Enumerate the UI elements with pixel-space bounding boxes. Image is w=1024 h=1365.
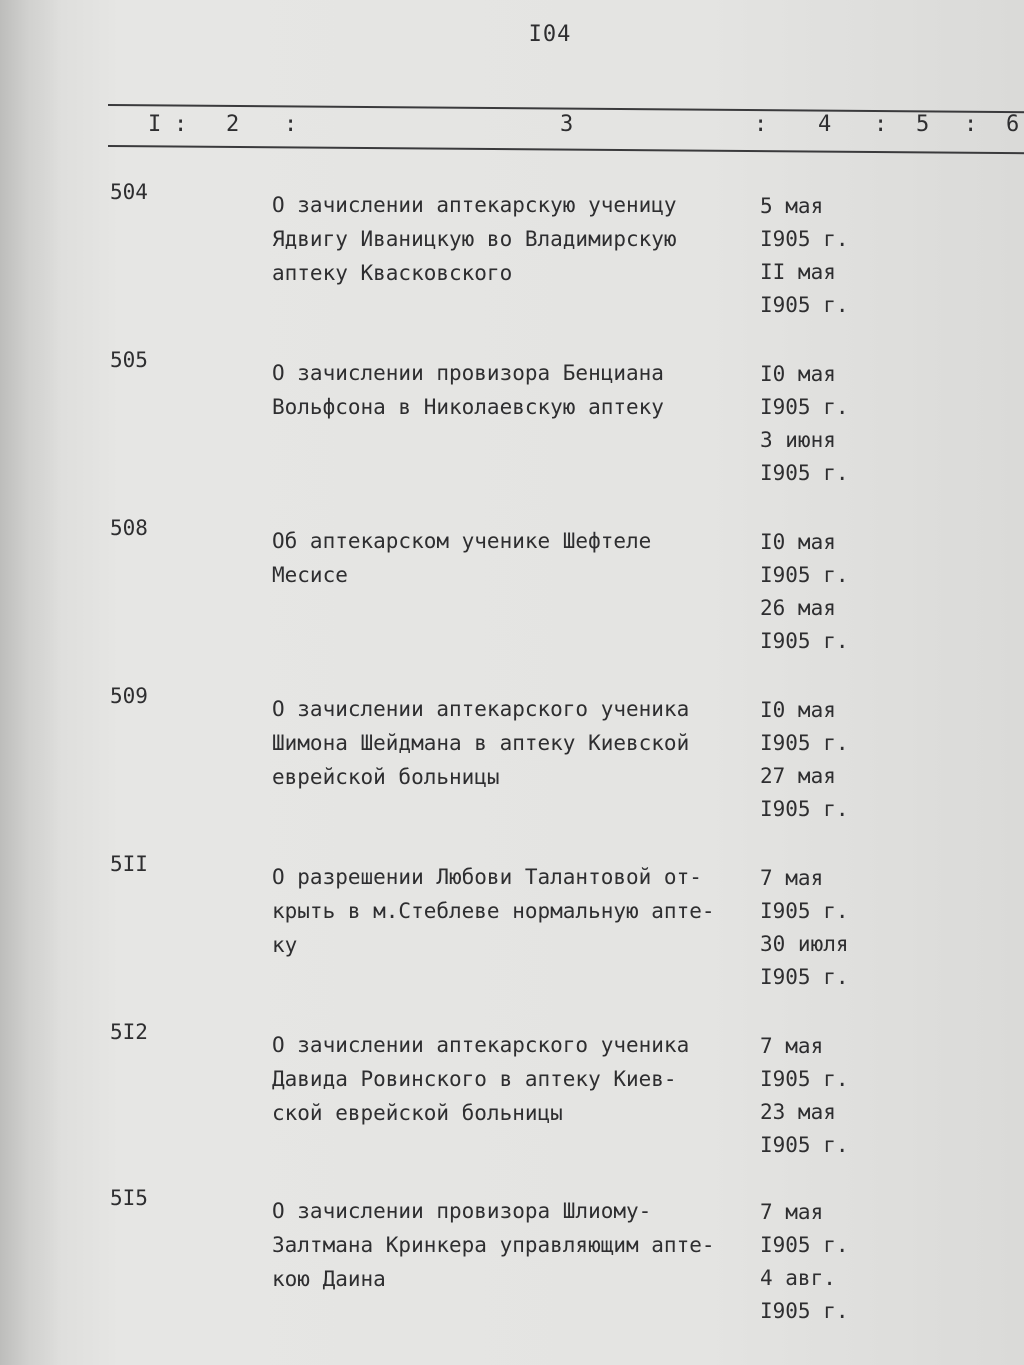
entry-description: О зачислении аптекарскую ученицу Ядвигу Иваницкую во Владимирскую аптеку Квасковского: [272, 193, 677, 285]
page-number: I04: [528, 22, 572, 47]
end-year: I905 г.: [760, 1133, 849, 1157]
end-date: II мая: [760, 260, 836, 284]
end-year: I905 г.: [760, 797, 849, 821]
column-header-row: [108, 112, 1024, 142]
start-year: I905 г.: [760, 227, 849, 251]
entry-number: 5I2: [110, 1020, 148, 1044]
column-separator: :: [964, 112, 978, 137]
end-date: 4 авг.: [760, 1266, 836, 1290]
book-spine-shadow: [0, 0, 60, 1365]
start-year: I905 г.: [760, 899, 849, 923]
start-date: 7 мая: [760, 1200, 824, 1224]
end-year: I905 г.: [760, 461, 849, 485]
end-year: I905 г.: [760, 965, 849, 989]
start-date: I0 мая: [760, 698, 836, 722]
column-header-2: 2: [226, 112, 240, 137]
start-date: I0 мая: [760, 530, 836, 554]
entry-dates: [760, 862, 890, 994]
entry-description: Об аптекарском ученике Шефтеле Месисе: [272, 529, 652, 587]
entry-description: О разрешении Любови Талантовой от- крыть в м.Стеблеве нормальную апте- ку: [272, 865, 715, 957]
start-year: I905 г.: [760, 563, 849, 587]
end-date: 3 июня: [760, 428, 836, 452]
end-date: 23 мая: [760, 1100, 836, 1124]
end-date: 27 мая: [760, 764, 836, 788]
end-year: I905 г.: [760, 629, 849, 653]
entry-number: 508: [110, 516, 148, 540]
end-date: 30 июля: [760, 932, 849, 956]
start-date: 7 мая: [760, 866, 824, 890]
column-header-6: 6: [1006, 112, 1020, 137]
start-date: I0 мая: [760, 362, 836, 386]
entry-dates: [760, 1030, 890, 1162]
column-separator: :: [174, 112, 188, 137]
column-header-5: 5: [916, 112, 930, 137]
entry-dates: [760, 190, 890, 322]
entry-dates: [760, 526, 890, 658]
entry-number: 505: [110, 348, 148, 372]
end-date: 26 мая: [760, 596, 836, 620]
entry-number: 509: [110, 684, 148, 708]
start-year: I905 г.: [760, 1067, 849, 1091]
column-header-3: 3: [560, 112, 574, 137]
entry-dates: [760, 358, 890, 490]
entry-description: О зачислении провизора Шлиому- Залтмана Кринкера управляющим апте- кою Даина: [272, 1199, 715, 1291]
entry-dates: [760, 694, 890, 826]
start-date: 5 мая: [760, 194, 824, 218]
entry-number: 504: [110, 180, 148, 204]
entry-description: О зачислении аптекарского ученика Шимона Шейдмана в аптеку Киевской еврейской больницы: [272, 697, 690, 789]
header-bottom-rule: [108, 145, 1024, 154]
start-date: 7 мая: [760, 1034, 824, 1058]
column-separator: :: [874, 112, 888, 137]
entry-description: О зачислении провизора Бенциана Вольфсона в Николаевскую аптеку: [272, 361, 664, 419]
column-header-4: 4: [818, 112, 832, 137]
entry-dates: [760, 1196, 890, 1328]
entry-number: 5I5: [110, 1186, 148, 1210]
end-year: I905 г.: [760, 1299, 849, 1323]
end-year: I905 г.: [760, 293, 849, 317]
entry-number: 5II: [110, 852, 148, 876]
column-header-1: I: [148, 112, 162, 137]
column-separator: :: [754, 112, 768, 137]
start-year: I905 г.: [760, 395, 849, 419]
start-year: I905 г.: [760, 1233, 849, 1257]
entry-description: О зачислении аптекарского ученика Давида Ровинского в аптеку Киев- ской еврейской больницы: [272, 1033, 690, 1125]
column-separator: :: [284, 112, 298, 137]
start-year: I905 г.: [760, 731, 849, 755]
